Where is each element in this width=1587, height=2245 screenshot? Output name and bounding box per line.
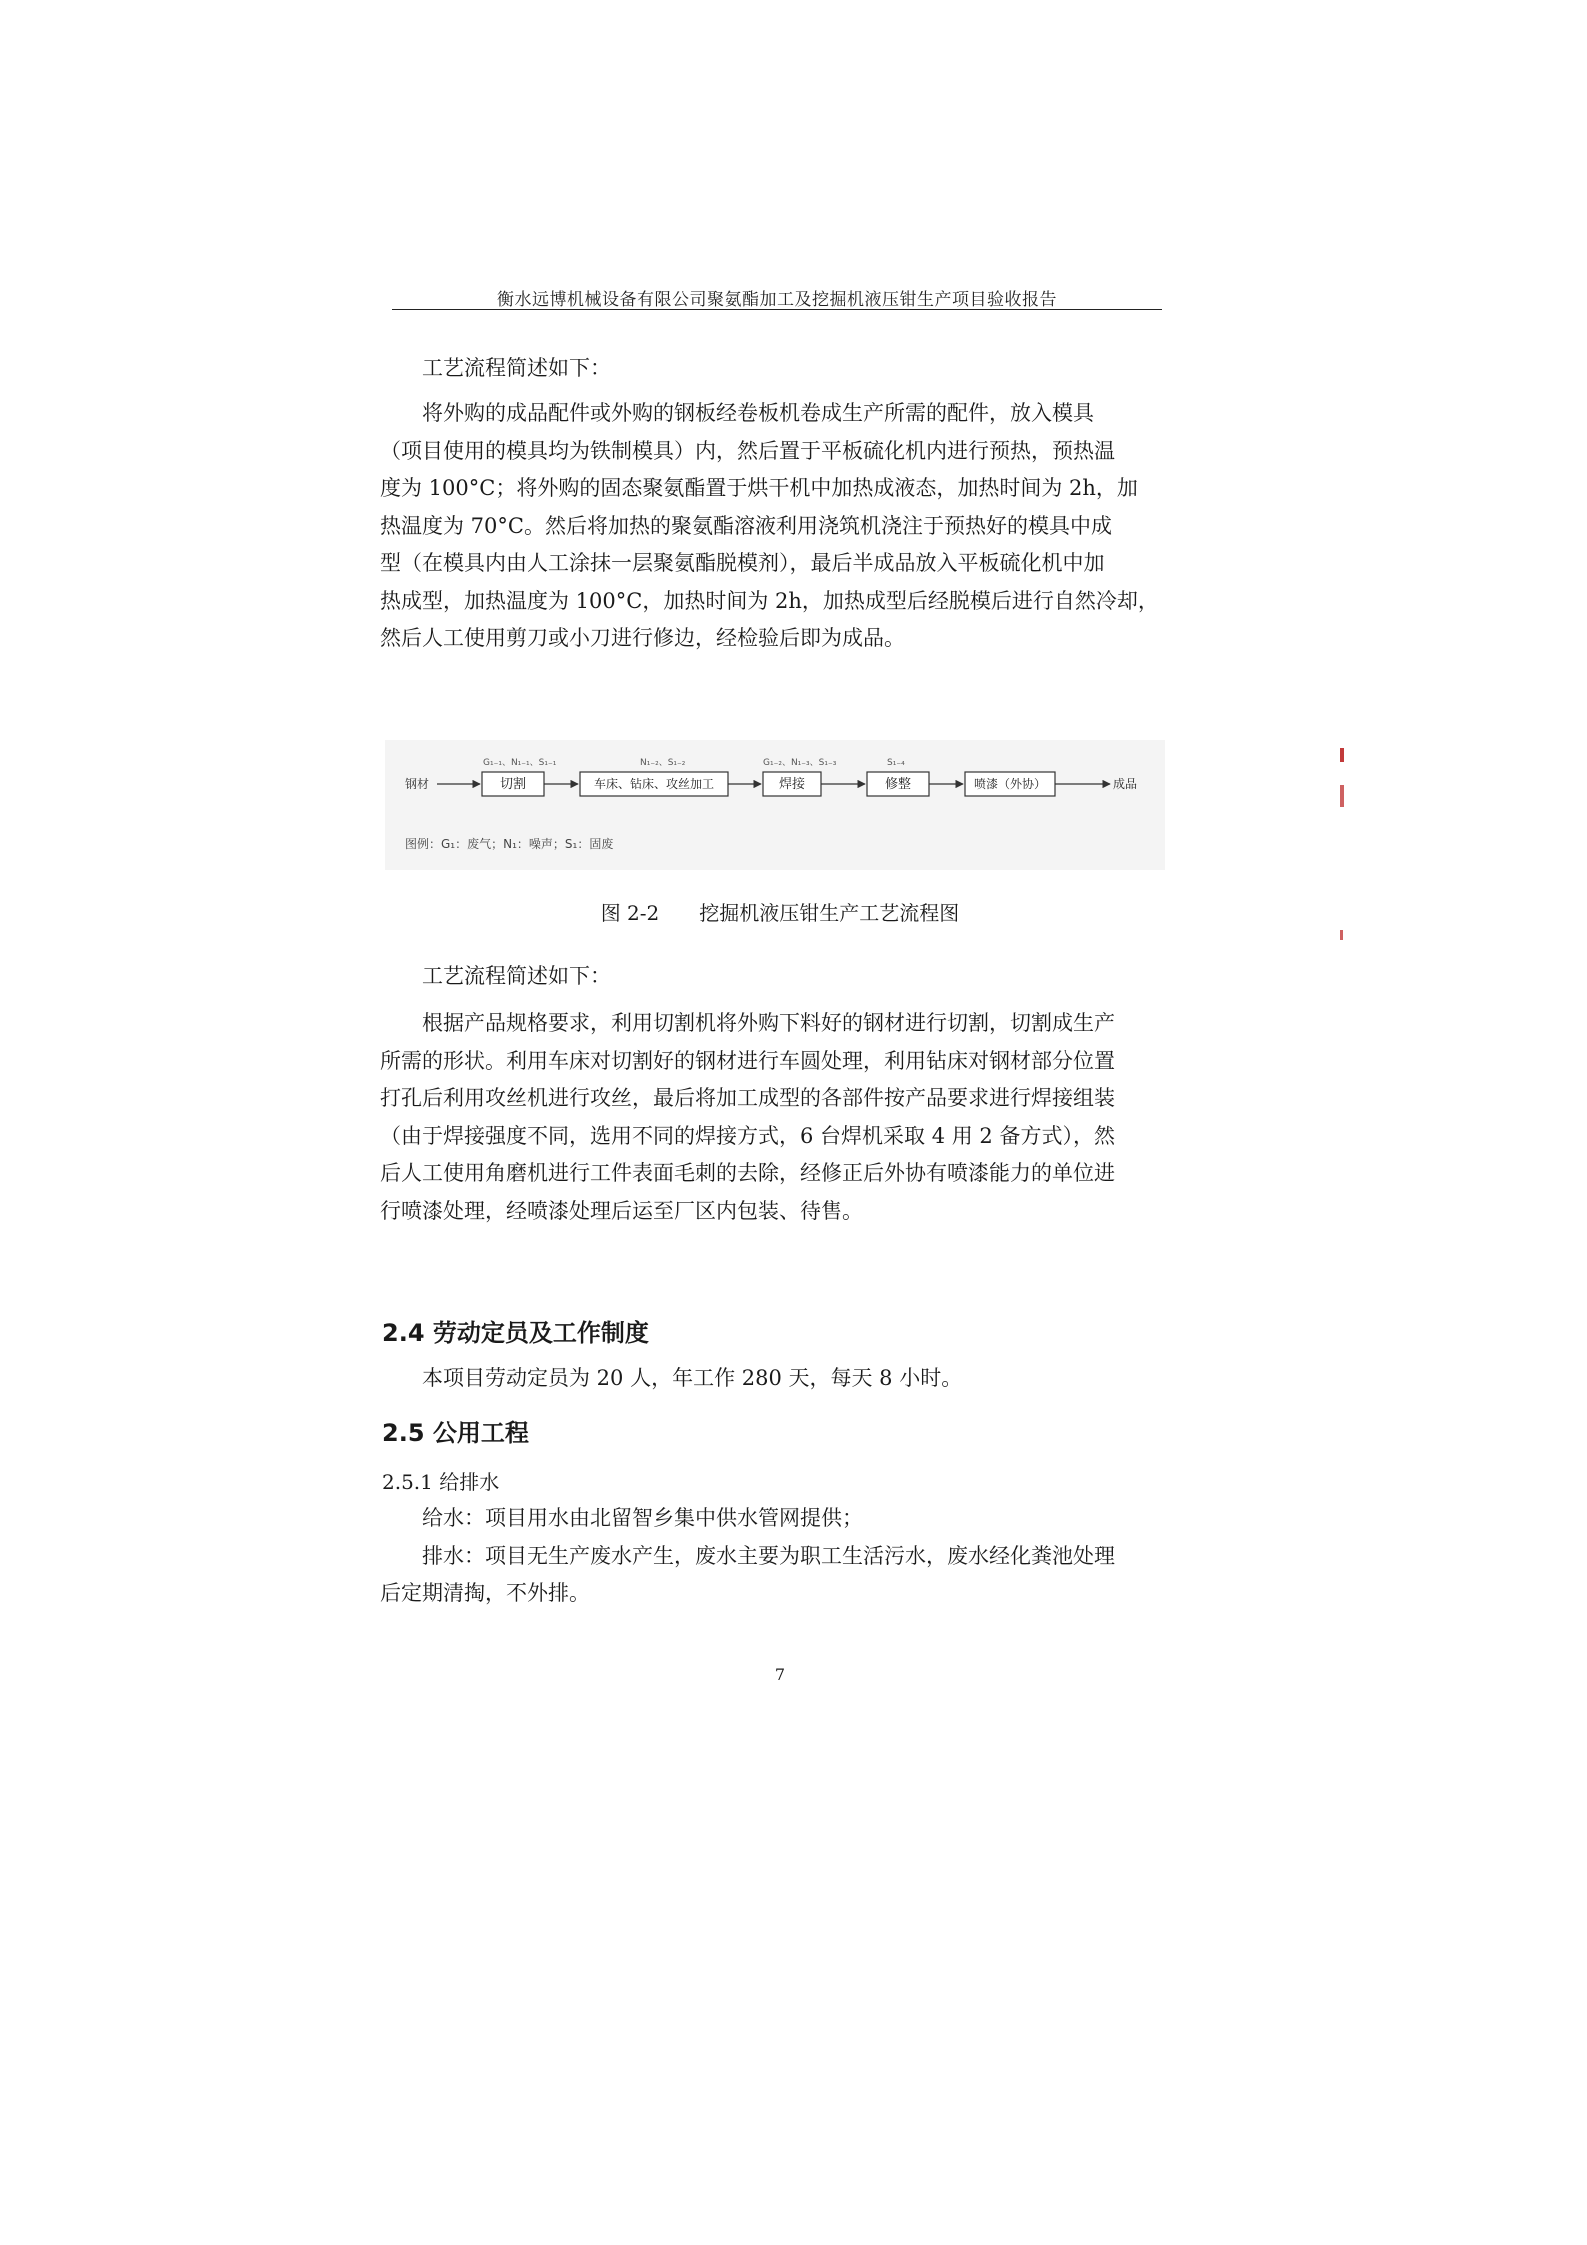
section2-line: 后人工使用角磨机进行工件表面毛刺的去除，经修正后外协有喷漆能力的单位进 bbox=[380, 1161, 1115, 1185]
scan-mark bbox=[1340, 930, 1343, 940]
flow-step-label: 切割 bbox=[499, 777, 527, 792]
section2-intro-text: 工艺流程简述如下： bbox=[422, 964, 611, 988]
flow-input: 钢材 bbox=[405, 777, 430, 791]
process-flowchart bbox=[385, 740, 1165, 870]
flow-step-label: 修整 bbox=[884, 777, 912, 792]
flow-step-label: 车床、钻床、攻丝加工 bbox=[593, 777, 715, 791]
flow-step-label: 焊接 bbox=[778, 777, 806, 792]
flow-emission: N₁₋₂、S₁₋₂ bbox=[640, 758, 686, 768]
flow-output: 成品 bbox=[1113, 777, 1138, 791]
section2-intro bbox=[380, 958, 1160, 996]
section1-line: 热温度为 70°C。然后将加热的聚氨酯溶液利用浇筑机浇注于预热好的模具中成 bbox=[380, 513, 1112, 538]
header-rule bbox=[392, 309, 1162, 310]
section1-line: 然后人工使用剪刀或小刀进行修边，经检验后即为成品。 bbox=[380, 626, 905, 650]
section1-line: 将外购的成品配件或外购的钢板经卷板机卷成生产所需的配件，放入模具 bbox=[422, 401, 1094, 425]
subsection-heading-2-5-1: 2.5.1 给排水 bbox=[382, 1470, 500, 1494]
section-heading-2-4: 2.4 劳动定员及工作制度 bbox=[382, 1319, 649, 1347]
flowchart-svg bbox=[385, 740, 1165, 870]
scan-mark bbox=[1340, 748, 1344, 762]
section2-line: 打孔后利用攻丝机进行攻丝，最后将加工成型的各部件按产品要求进行焊接组装 bbox=[380, 1086, 1115, 1110]
page-header: 衡水远博机械设备有限公司聚氨酯加工及挖掘机液压钳生产项目验收报告 bbox=[497, 290, 1057, 310]
section2-line: 根据产品规格要求，利用切割机将外购下料好的钢材进行切割，切割成生产 bbox=[422, 1011, 1115, 1035]
section1-line: （项目使用的模具均为铁制模具）内，然后置于平板硫化机内进行预热，预热温 bbox=[380, 438, 1115, 463]
drainage-line: 排水：项目无生产废水产生，废水主要为职工生活污水，废水经化粪池处理 bbox=[422, 1543, 1115, 1568]
page-number: 7 bbox=[774, 1665, 786, 1684]
scan-mark bbox=[1340, 785, 1344, 807]
flow-emission: G₁₋₂、N₁₋₃、S₁₋₃ bbox=[763, 758, 837, 768]
flow-emission: S₁₋₄ bbox=[887, 758, 905, 768]
flow-legend: 图例：G₁：废气；N₁：噪声；S₁：固废 bbox=[405, 837, 614, 851]
drainage-line: 后定期清掏，不外排。 bbox=[380, 1581, 590, 1605]
section2-paragraph bbox=[380, 1005, 1160, 1230]
section1-intro-text: 工艺流程简述如下： bbox=[422, 356, 611, 380]
figure-caption: 图 2-2 挖掘机液压钳生产工艺流程图 bbox=[600, 901, 960, 925]
section2-line: （由于焊接强度不同，选用不同的焊接方式，6 台焊机采取 4 用 2 备方式），然 bbox=[380, 1123, 1115, 1148]
section2-line: 所需的形状。利用车床对切割好的钢材进行车圆处理，利用钻床对钢材部分位置 bbox=[380, 1048, 1115, 1073]
section-2-4-body bbox=[380, 1360, 1160, 1398]
section-2-5-1-body bbox=[380, 1500, 1160, 1613]
section1-intro bbox=[380, 350, 1160, 388]
section1-paragraph bbox=[380, 395, 1160, 658]
section1-line: 度为 100°C；将外购的固态聚氨酯置于烘干机中加热成液态，加热时间为 2h，加 bbox=[380, 476, 1138, 500]
section-heading-2-5: 2.5 公用工程 bbox=[382, 1419, 529, 1447]
flow-emission: G₁₋₁、N₁₋₁、S₁₋₁ bbox=[483, 758, 557, 768]
water-supply-text: 给水：项目用水由北留智乡集中供水管网提供； bbox=[422, 1506, 863, 1530]
section1-line: 热成型，加热温度为 100°C，加热时间为 2h，加热成型后经脱模后进行自然冷却， bbox=[380, 588, 1159, 613]
section1-line: 型（在模具内由人工涂抹一层聚氨酯脱模剂），最后半成品放入平板硫化机中加 bbox=[380, 551, 1105, 575]
section-2-4-text: 本项目劳动定员为 20 人，年工作 280 天，每天 8 小时。 bbox=[422, 1366, 963, 1390]
flow-step-label: 喷漆（外协） bbox=[973, 777, 1047, 791]
section2-line: 行喷漆处理，经喷漆处理后运至厂区内包装、待售。 bbox=[380, 1198, 863, 1223]
